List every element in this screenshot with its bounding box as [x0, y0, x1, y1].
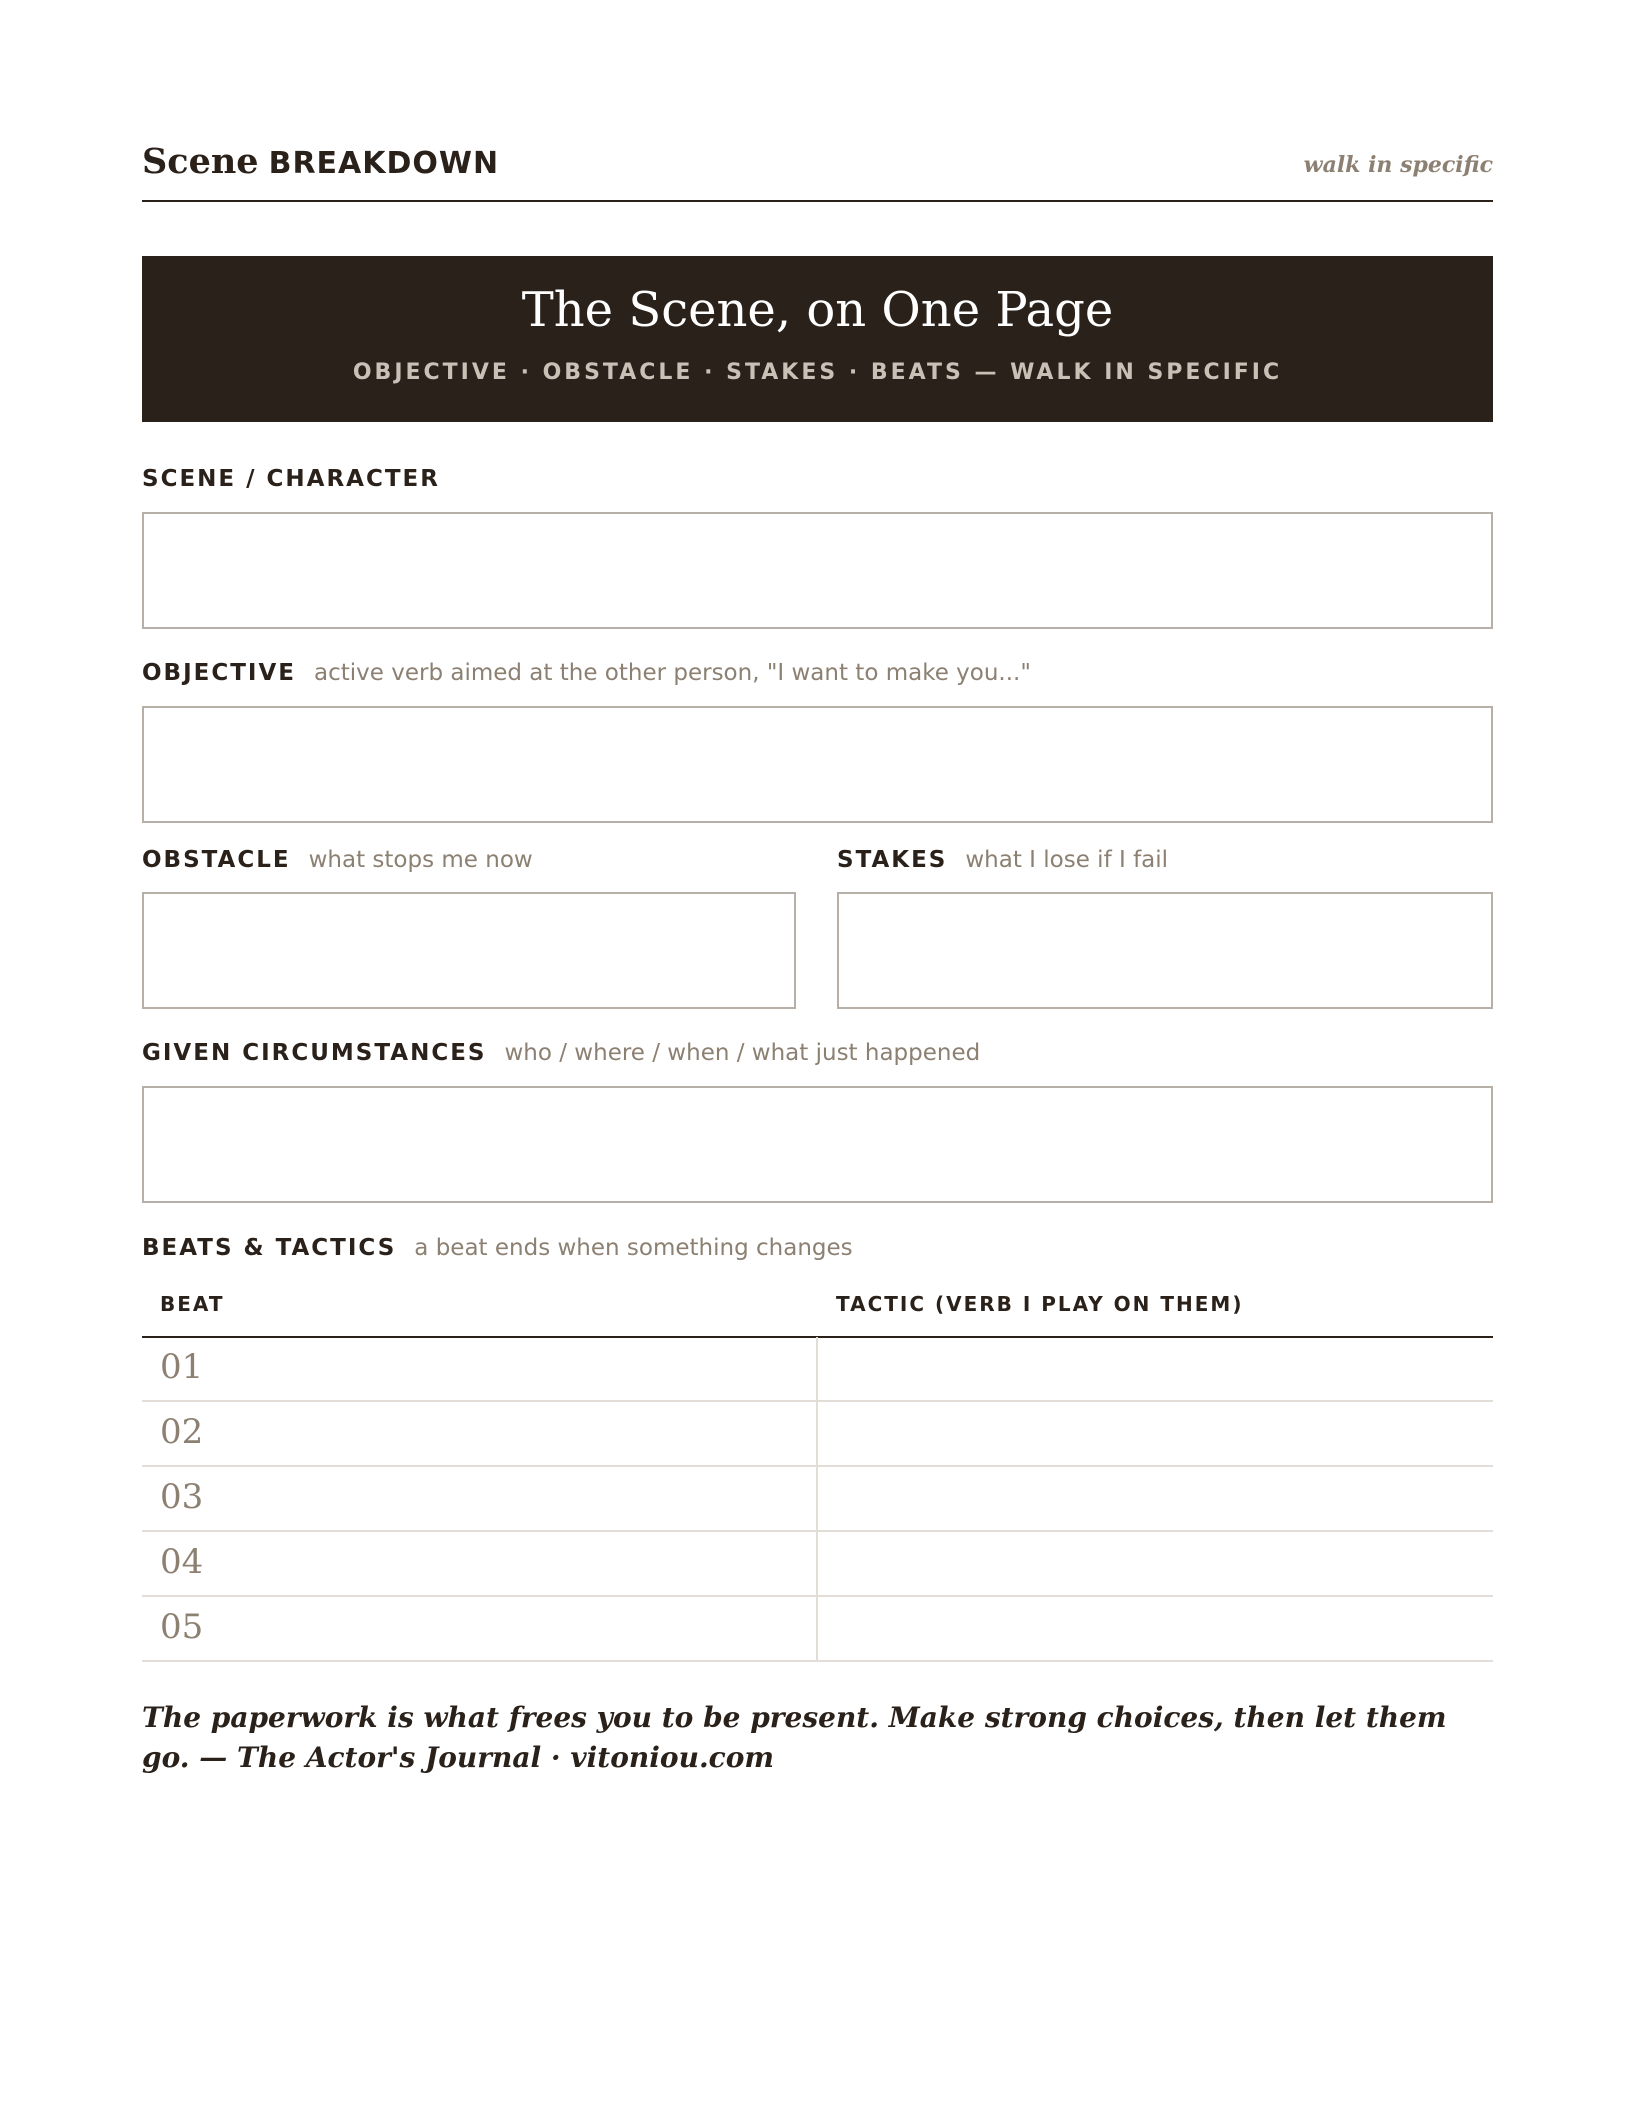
brand-breakdown-text: BREAKDOWN: [268, 146, 500, 181]
beat-number: 03: [160, 1477, 204, 1517]
stakes-hint: what I lose if I fail: [965, 847, 1169, 873]
beat-number: 04: [160, 1542, 204, 1582]
brand-logo: [142, 138, 499, 193]
given-circumstances-field[interactable]: [142, 1086, 1493, 1203]
stakes-label-text: STAKES: [837, 847, 948, 873]
beats-table-body: [142, 1337, 1493, 1662]
page-header: [142, 138, 1493, 202]
beat-number: 02: [160, 1412, 204, 1452]
objective-label: [142, 658, 1031, 691]
tactic-cell[interactable]: [818, 1532, 1493, 1595]
tactic-cell[interactable]: [818, 1337, 1493, 1400]
obstacle-field[interactable]: [142, 892, 796, 1009]
scene-character-label: [142, 464, 440, 497]
given-circumstances-hint: who / where / when / what just happened: [504, 1040, 981, 1066]
tactic-column-header: TACTIC (VERB I PLAY ON THEM): [836, 1292, 1244, 1316]
beat-cell[interactable]: [142, 1402, 818, 1465]
title-banner: [142, 256, 1493, 422]
scene-character-label-text: SCENE / CHARACTER: [142, 466, 440, 492]
beats-tactics-label: [142, 1233, 853, 1266]
beat-number: 05: [160, 1607, 204, 1647]
banner-title: The Scene, on One Page: [521, 282, 1114, 338]
obstacle-label: [142, 845, 533, 878]
beat-cell[interactable]: [142, 1532, 818, 1595]
obstacle-hint: what stops me now: [308, 847, 533, 873]
beat-cell[interactable]: [142, 1337, 818, 1400]
beat-cell[interactable]: [142, 1467, 818, 1530]
objective-field[interactable]: [142, 706, 1493, 823]
brand-scene-text: Scene: [142, 141, 259, 182]
given-circumstances-label-text: GIVEN CIRCUMSTANCES: [142, 1040, 487, 1066]
beat-cell[interactable]: [142, 1597, 818, 1660]
table-row: [142, 1532, 1493, 1597]
stakes-label: [837, 845, 1168, 878]
beats-tactics-label-text: BEATS & TACTICS: [142, 1235, 397, 1261]
scene-character-field[interactable]: [142, 512, 1493, 629]
table-row: [142, 1402, 1493, 1467]
footer-quote: The paperwork is what frees you to be present. Make strong choices, then let them go. — The Actor's Journal · vitoniou.com: [142, 1701, 1447, 1774]
table-row: [142, 1597, 1493, 1662]
tactic-cell[interactable]: [818, 1467, 1493, 1530]
beats-table-header: [142, 1288, 1493, 1338]
table-row: [142, 1467, 1493, 1532]
objective-hint: active verb aimed at the other person, "I want to make you...": [314, 660, 1031, 686]
obstacle-label-text: OBSTACLE: [142, 847, 291, 873]
objective-label-text: OBJECTIVE: [142, 660, 296, 686]
table-row: [142, 1337, 1493, 1402]
beat-number: 01: [160, 1347, 204, 1387]
beats-tactics-hint: a beat ends when something changes: [414, 1235, 853, 1261]
tactic-cell[interactable]: [818, 1402, 1493, 1465]
header-tagline: walk in specific: [1303, 152, 1493, 178]
stakes-field[interactable]: [837, 892, 1493, 1009]
given-circumstances-label: [142, 1038, 980, 1071]
beat-column-header: BEAT: [160, 1292, 225, 1316]
tactic-cell[interactable]: [818, 1597, 1493, 1660]
banner-subtitle: OBJECTIVE · OBSTACLE · STAKES · BEATS — WALK IN SPECIFIC: [352, 360, 1283, 385]
